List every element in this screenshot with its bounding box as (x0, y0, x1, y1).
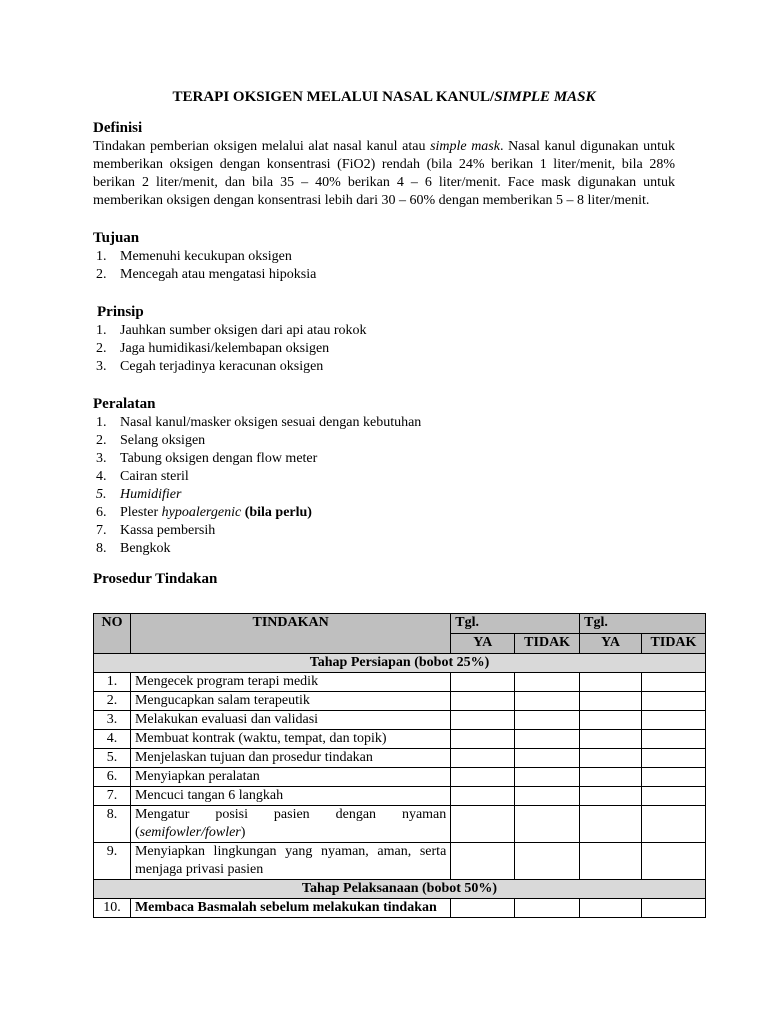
col-ya1-header: YA (451, 634, 515, 654)
checkbox-cell[interactable] (641, 692, 705, 711)
checkbox-cell[interactable] (451, 768, 515, 787)
definisi-heading: Definisi (93, 120, 143, 136)
list-item: 3. Cegah terjadinya keracunan oksigen (96, 359, 324, 374)
checkbox-cell[interactable] (580, 843, 642, 880)
col-no-header: NO (94, 614, 131, 654)
checkbox-cell[interactable] (641, 711, 705, 730)
checkbox-cell[interactable] (451, 730, 515, 749)
list-item: 2. Jaga humidikasi/kelembapan oksigen (96, 341, 330, 356)
checkbox-cell[interactable] (580, 730, 642, 749)
checkbox-cell[interactable] (451, 692, 515, 711)
list-item: 1. Nasal kanul/masker oksigen sesuai dengan kebutuhan (96, 415, 422, 430)
checkbox-cell[interactable] (451, 899, 515, 918)
checkbox-cell[interactable] (515, 730, 580, 749)
checkbox-cell[interactable] (515, 692, 580, 711)
checkbox-cell[interactable] (641, 899, 705, 918)
tujuan-heading: Tujuan (93, 230, 140, 246)
list-item: 2. Selang oksigen (96, 433, 206, 448)
tujuan-list (93, 248, 675, 284)
checkbox-cell[interactable] (515, 711, 580, 730)
checkbox-cell[interactable] (515, 806, 580, 843)
table-row: 8. Mengatur posisi pasien dengan nyaman (semifowler/fowler) (94, 806, 706, 843)
col-tidak1-header: TIDAK (515, 634, 580, 654)
prinsip-heading: Prinsip (97, 304, 144, 320)
col-tgl2-header: Tgl. (580, 614, 706, 634)
col-tidak2-header: TIDAK (641, 634, 705, 654)
checkbox-cell[interactable] (641, 843, 705, 880)
checkbox-cell[interactable] (580, 673, 642, 692)
checkbox-cell[interactable] (641, 730, 705, 749)
checkbox-cell[interactable] (451, 711, 515, 730)
checkbox-cell[interactable] (515, 768, 580, 787)
checkbox-cell[interactable] (641, 787, 705, 806)
checkbox-cell[interactable] (515, 749, 580, 768)
list-item: 1. Jauhkan sumber oksigen dari api atau rokok (96, 323, 367, 338)
checkbox-cell[interactable] (515, 843, 580, 880)
list-item: 8. Bengkok (96, 541, 171, 556)
table-row: 2. Mengucapkan salam terapeutik (94, 692, 706, 711)
checkbox-cell[interactable] (641, 806, 705, 843)
checkbox-cell[interactable] (580, 749, 642, 768)
table-row: 5. Menjelaskan tujuan dan prosedur tindakan (94, 749, 706, 768)
checkbox-cell[interactable] (580, 806, 642, 843)
section-pelaksanaan: Tahap Pelaksanaan (bobot 50%) (94, 880, 706, 899)
checkbox-cell[interactable] (580, 768, 642, 787)
list-item: 2. Mencegah atau mengatasi hipoksia (96, 267, 317, 282)
table-row: 1. Mengecek program terapi medik (94, 673, 706, 692)
peralatan-list (93, 414, 675, 558)
checkbox-cell[interactable] (515, 899, 580, 918)
checkbox-cell[interactable] (515, 787, 580, 806)
checkbox-cell[interactable] (451, 787, 515, 806)
title-italic: SIMPLE MASK (494, 89, 596, 105)
checkbox-cell[interactable] (580, 899, 642, 918)
table-row: 3. Melakukan evaluasi dan validasi (94, 711, 706, 730)
checkbox-cell[interactable] (451, 843, 515, 880)
checkbox-cell[interactable] (641, 673, 705, 692)
list-item: 7. Kassa pembersih (96, 523, 216, 538)
table-row: 9. Menyiapkan lingkungan yang nyaman, aman, serta menjaga privasi pasien (94, 843, 706, 880)
checkbox-cell[interactable] (580, 692, 642, 711)
list-item: 6. Plester hypoalergenic (bila perlu) (96, 505, 312, 520)
checkbox-cell[interactable] (451, 749, 515, 768)
prosedur-heading: Prosedur Tindakan (93, 571, 218, 587)
section-persiapan: Tahap Persiapan (bobot 25%) (94, 654, 706, 673)
peralatan-heading: Peralatan (93, 396, 156, 412)
document-page (93, 86, 675, 589)
col-tgl1-header: Tgl. (451, 614, 580, 634)
checkbox-cell[interactable] (641, 768, 705, 787)
checkbox-cell[interactable] (515, 673, 580, 692)
col-tindakan-header: TINDAKAN (130, 614, 450, 654)
definisi-text: Tindakan pemberian oksigen melalui alat nasal kanul atau simple mask. Nasal kanul digunakan untuk memberikan oksigen dengan konsentrasi (FiO2) rendah (bila 24% berikan 1 liter/menit, bila 28% berikan 2 liter/menit, dan bila 35 – 40% berikan 4 – 6 liter/menit. Face mask digunakan untuk memberikan oksigen dengan konsentrasi lebih dari 30 – 60% dengan memberikan 5 – 8 liter/menit. (93, 139, 676, 208)
table-row: 7. Mencuci tangan 6 langkah (94, 787, 706, 806)
table-row: 4. Membuat kontrak (waktu, tempat, dan topik) (94, 730, 706, 749)
list-item: 4. Cairan steril (96, 469, 189, 484)
checkbox-cell[interactable] (451, 673, 515, 692)
checkbox-cell[interactable] (641, 749, 705, 768)
title-text: TERAPI OKSIGEN MELALUI NASAL KANUL/ (172, 89, 495, 105)
col-ya2-header: YA (580, 634, 642, 654)
prinsip-list (93, 322, 675, 376)
list-item: 3. Tabung oksigen dengan flow meter (96, 451, 318, 466)
list-item: 1. Memenuhi kecukupan oksigen (96, 249, 292, 264)
prosedur-table (93, 613, 706, 918)
checkbox-cell[interactable] (580, 787, 642, 806)
checkbox-cell[interactable] (580, 711, 642, 730)
table-row: 10. Membaca Basmalah sebelum melakukan tindakan (94, 899, 706, 918)
checkbox-cell[interactable] (451, 806, 515, 843)
list-item: 5. Humidifier (96, 487, 182, 502)
table-row: 6. Menyiapkan peralatan (94, 768, 706, 787)
document-title (93, 86, 675, 108)
